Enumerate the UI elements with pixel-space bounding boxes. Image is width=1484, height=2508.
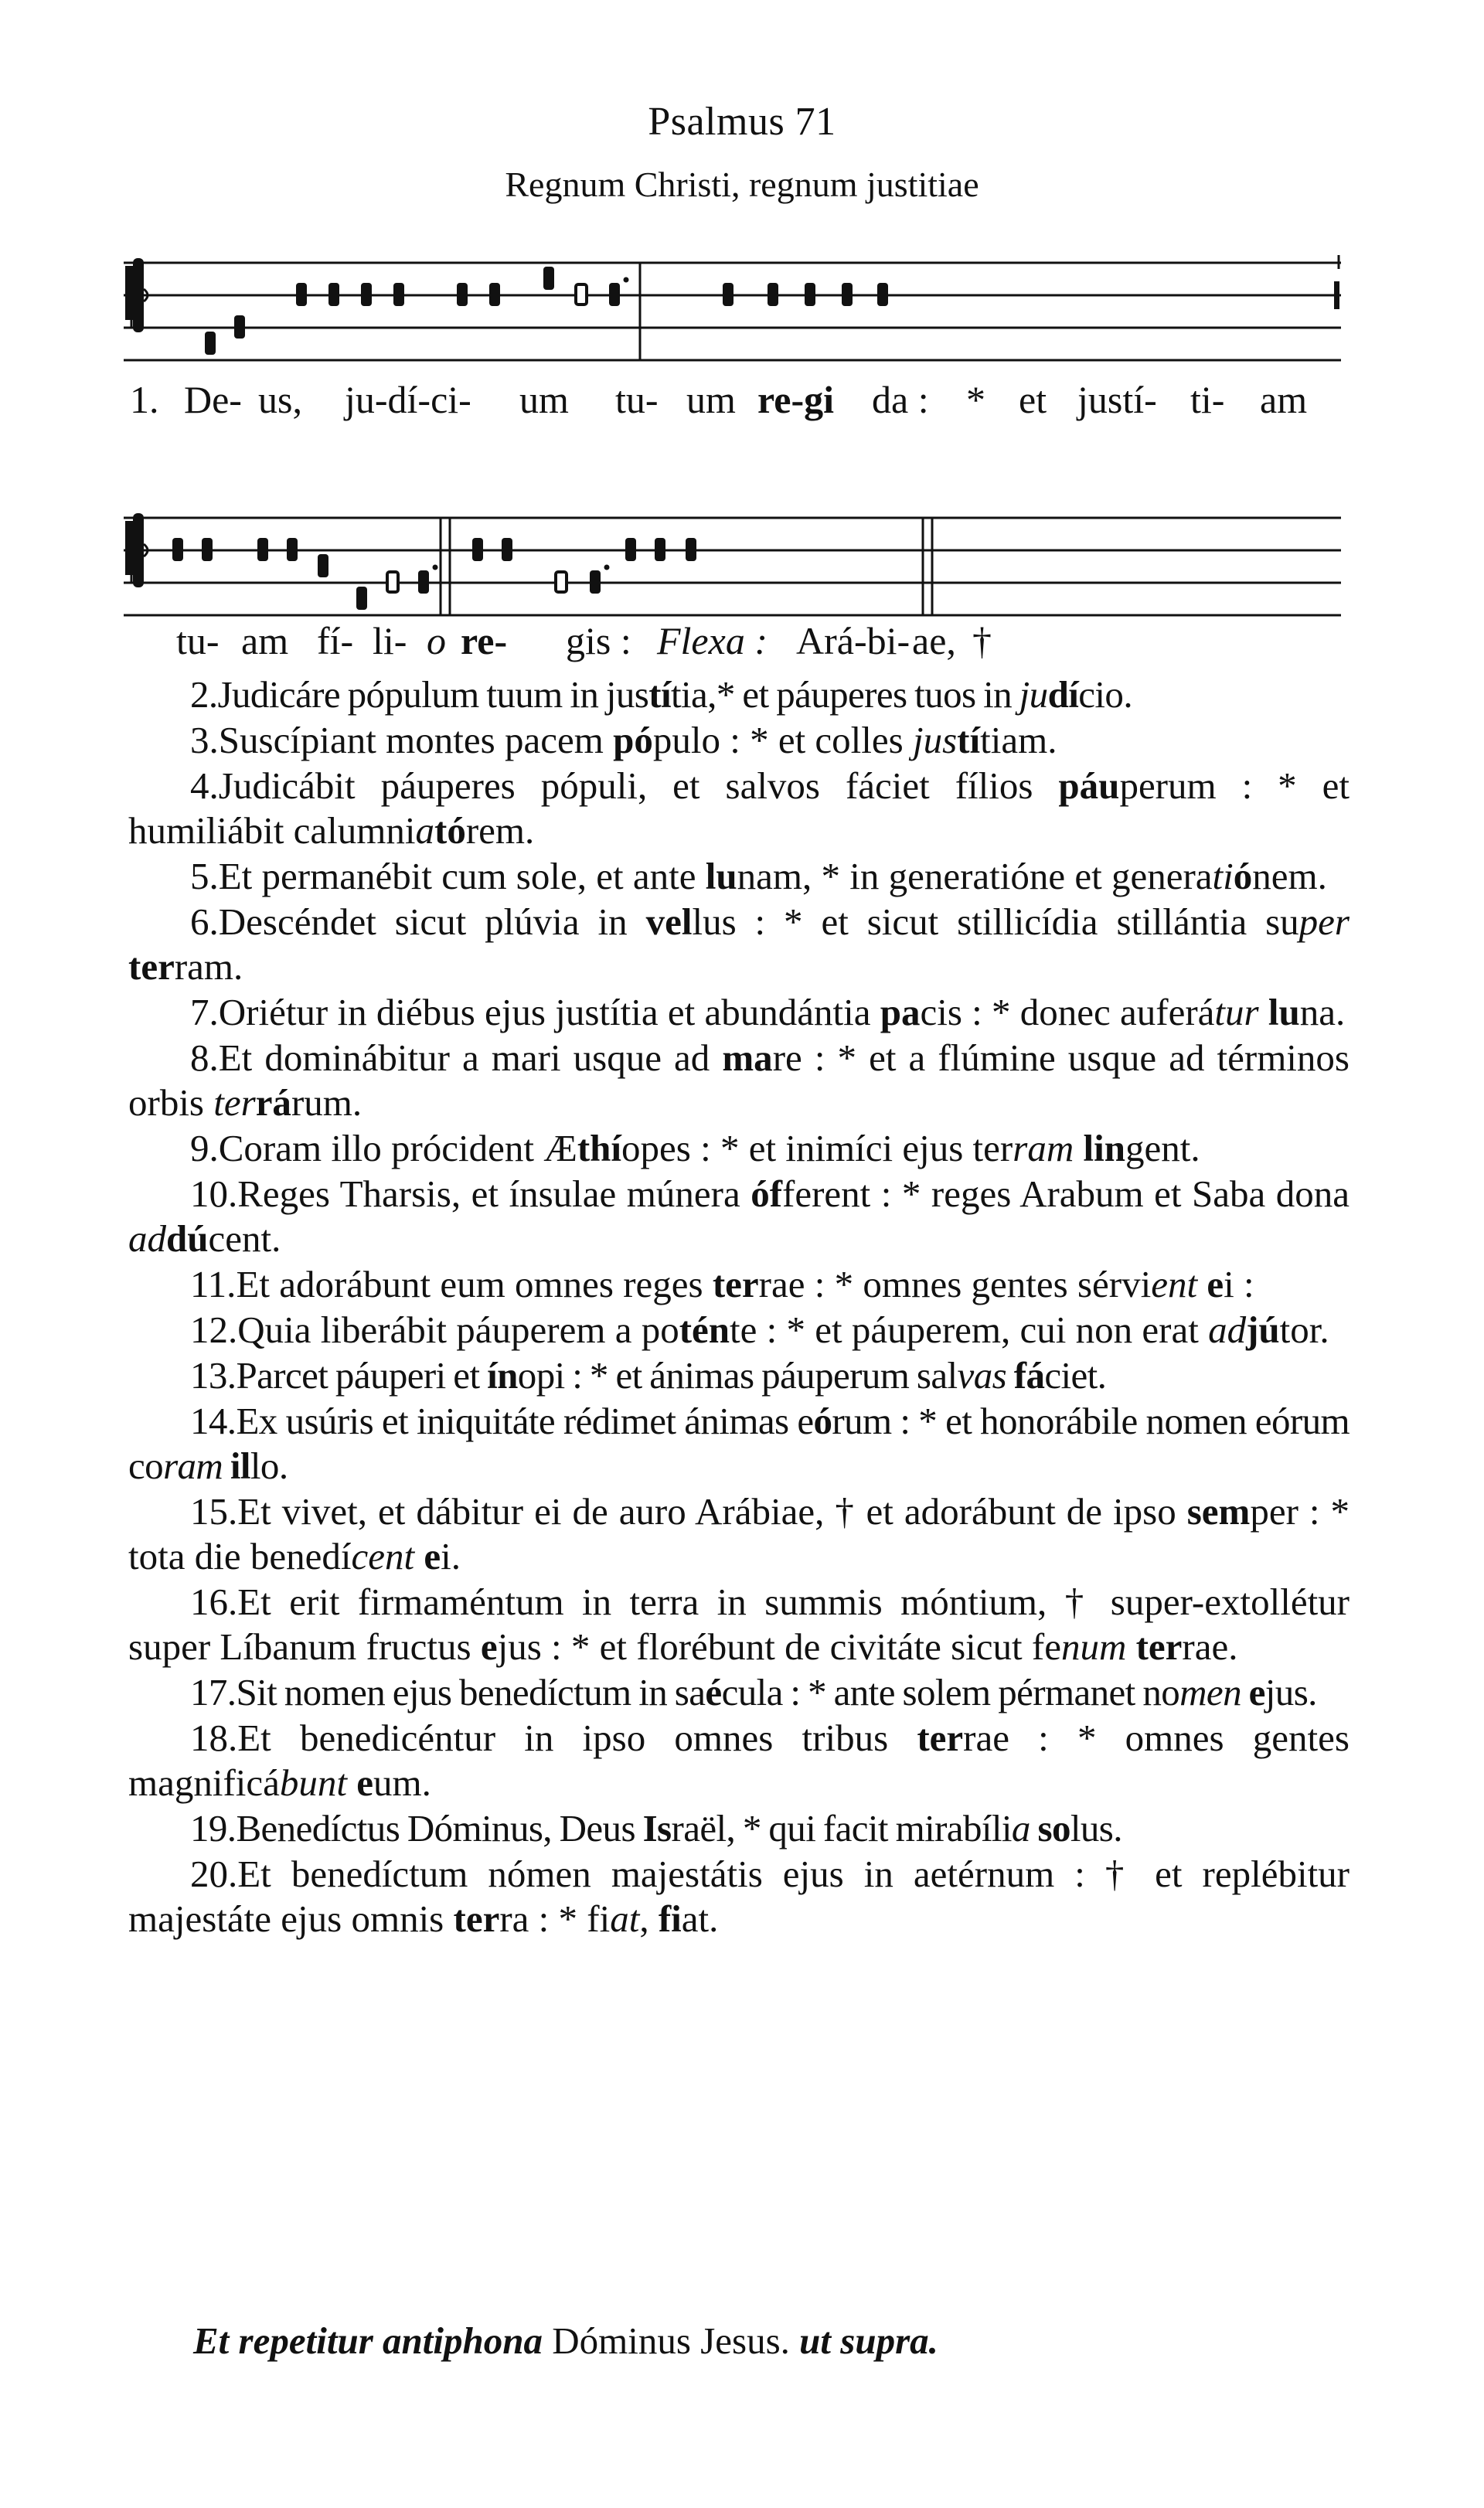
accent-syllable: e: [356, 1761, 374, 1804]
punctum-note: [502, 538, 512, 561]
verse-text: na.: [1299, 991, 1346, 1033]
verse-text: te : * et páuperem, cui non erat: [730, 1308, 1209, 1351]
lyric-syllable: um: [519, 378, 569, 421]
open-note: [556, 572, 567, 592]
lyric-syllable: tu-: [176, 619, 220, 662]
verse-text: nem.: [1252, 855, 1327, 897]
verse-text: opi : * et ánimas páuperum sal: [517, 1354, 958, 1397]
punctum-note: [202, 538, 213, 561]
verse-text: Et benedíctum nómen majestátis ejus in aetérnum : † et replébitur majestáte ejus omnis: [128, 1853, 1350, 1940]
verse-text: Suscípiant montes pacem: [218, 719, 614, 761]
accent-syllable: fi: [658, 1897, 682, 1940]
preparatory-syllable: men: [1179, 1671, 1241, 1713]
verse-number: 20.: [190, 1853, 238, 1895]
verse-text: jus : * et florébunt de civitáte sicut fe: [497, 1625, 1061, 1668]
accent-syllable: ó: [1233, 855, 1253, 897]
punctum-note: [328, 283, 339, 306]
verse-2: [128, 672, 1350, 717]
verse-text: Judicáre pópulum tuum in jus: [217, 673, 649, 716]
preparatory-syllable: ju: [1019, 673, 1048, 716]
psalm-subtitle: Regnum Christi, regnum justitiae: [505, 165, 979, 204]
verse-text: Oriétur in diébus ejus justítia et abundántia: [218, 991, 880, 1033]
accent-syllable: é: [705, 1671, 722, 1713]
accent-syllable: sem: [1186, 1490, 1251, 1533]
verse-17: [128, 1670, 1350, 1715]
accent-syllable: rá: [255, 1081, 291, 1124]
lyric-syllable: Flexa :: [657, 619, 768, 662]
verse-text: at.: [681, 1897, 719, 1940]
verse-number: 14.: [190, 1400, 237, 1442]
preparatory-syllable: cent: [351, 1535, 415, 1577]
verse-text: Quia liberábit páuperem a po: [237, 1308, 679, 1351]
verse-text: rum : * et honorábile nomen eórum co: [128, 1400, 1350, 1487]
verse-text: [1006, 1354, 1014, 1397]
lyric-syllable: re-: [461, 619, 508, 662]
verse-text: Et dominábitur a mari usque ad: [218, 1036, 723, 1079]
preparatory-syllable: at: [610, 1897, 640, 1940]
punctum-note: [472, 538, 483, 561]
lyric-syllable: *: [966, 378, 985, 421]
lyric-syllable: tu-: [615, 378, 659, 421]
preparatory-syllable: ter: [213, 1081, 256, 1124]
verse-text: um.: [373, 1761, 431, 1804]
verse-text: rum.: [291, 1081, 362, 1124]
accent-syllable: ín: [487, 1354, 518, 1397]
verse-text: tor.: [1279, 1308, 1329, 1351]
verse-text: Et adorábunt eum omnes reges: [236, 1263, 713, 1305]
verse-11: [128, 1262, 1350, 1307]
verse-text: Parcet páuperi et: [236, 1354, 488, 1397]
verse-number: 7.: [190, 991, 219, 1033]
psalm-title: Psalmus 71: [648, 100, 836, 144]
verse-text: rae : * omnes gentes magnificá: [128, 1717, 1350, 1804]
preparatory-syllable: tur: [1214, 991, 1259, 1033]
accent-syllable: ter: [917, 1717, 964, 1759]
verse-number: 19.: [190, 1807, 237, 1850]
preparatory-syllable: num: [1060, 1625, 1127, 1668]
lyric-syllable: De-: [184, 378, 242, 421]
verse-text: Ex usúris et iniquitáte rédimet ánimas e: [236, 1400, 814, 1442]
verse-text: tiam.: [980, 719, 1057, 761]
verse-text: rem.: [465, 809, 535, 852]
verse-text: Sit nomen ejus benedíctum in sa: [236, 1671, 706, 1713]
verse-text: [1074, 1127, 1083, 1169]
chant-staff-1: [124, 255, 1353, 379]
punctum-note: [543, 267, 554, 290]
punctum-note: [172, 538, 183, 561]
verse-number: 4.: [190, 764, 219, 807]
verse-text: cula : * ante solem pérmanet no: [721, 1671, 1180, 1713]
verse-text: Reges Tharsis, et ínsulae múnera: [237, 1172, 751, 1215]
lyric-syllable: justí-: [1077, 378, 1157, 421]
verse-number: 8.: [190, 1036, 219, 1079]
verse-text: [223, 1445, 230, 1487]
rubric-tail: ut supra.: [799, 2319, 938, 2362]
punctum-note: [609, 283, 620, 306]
punctum-note: [877, 283, 888, 306]
accent-syllable: e: [1248, 1671, 1265, 1713]
verse-text: re : * et a flúmine usque ad términos orbis: [128, 1036, 1350, 1124]
preparatory-syllable: ad: [1208, 1308, 1247, 1351]
accent-syllable: dí: [1047, 673, 1079, 716]
verse-text: gent.: [1125, 1127, 1200, 1169]
preparatory-syllable: jus: [912, 719, 958, 761]
lyric-syllable: gis :: [566, 619, 631, 662]
verse-text: raël, * qui facit mirabíli: [671, 1807, 1012, 1850]
verse-20: [128, 1852, 1350, 1941]
verse-number: 6.: [190, 900, 219, 943]
rubric-antiphon: Dóminus Jesus.: [552, 2319, 790, 2362]
punctum-note: [361, 283, 372, 306]
lyric-syllable: †: [972, 619, 992, 662]
verse-number: 12.: [190, 1308, 238, 1351]
verse-text: Et benedicéntur in ipso omnes tribus: [237, 1717, 917, 1759]
accent-syllable: fá: [1013, 1354, 1045, 1397]
verse-text: cent.: [208, 1217, 281, 1260]
lyric-syllable: am: [1260, 378, 1308, 421]
verse-number: 17.: [190, 1671, 237, 1713]
verse-text: cis : * donec auferá: [920, 991, 1215, 1033]
staff-2-svg: [124, 510, 1353, 634]
preparatory-syllable: a: [1011, 1807, 1030, 1850]
chant-lyrics-2: [0, 618, 1484, 665]
accent-syllable: tí: [957, 719, 981, 761]
verse-text: Descéndet sicut plúvia in: [218, 900, 646, 943]
accent-syllable: e: [480, 1625, 498, 1668]
preparatory-syllable: bunt: [279, 1761, 348, 1804]
verse-text: nam, * in generatióne et genera: [737, 855, 1213, 897]
verse-text: per : * tota die benedí: [128, 1490, 1350, 1577]
punctum-note: [768, 283, 778, 306]
verse-text: i :: [1224, 1263, 1254, 1305]
verse-text: lus.: [1070, 1807, 1122, 1850]
accent-syllable: ter: [128, 945, 175, 988]
verse-text: i.: [441, 1535, 461, 1577]
lyric-syllable: o: [427, 619, 446, 662]
punctum-note: [393, 283, 404, 306]
verse-text: ,: [639, 1897, 659, 1940]
chant-staff-2: [124, 510, 1353, 634]
verse-text: [1126, 1625, 1135, 1668]
verse-4: [128, 764, 1350, 853]
verse-text: [347, 1761, 356, 1804]
verse-text: Benedíctus Dóminus, Deus: [236, 1807, 643, 1850]
punctum-note: [257, 538, 268, 561]
verse-12: [128, 1308, 1350, 1353]
lyric-syllable: et: [1019, 378, 1047, 421]
lyric-syllable: da :: [872, 378, 929, 421]
verse-5: [128, 854, 1350, 899]
verse-number: 3.: [190, 719, 219, 761]
verse-10: [128, 1172, 1350, 1261]
preparatory-syllable: a: [415, 809, 435, 852]
punctum-note: [655, 538, 665, 561]
lyric-syllable: re-gi: [757, 378, 835, 421]
verse-text: ram.: [174, 945, 243, 988]
verse-text: rae : * omnes gentes sérvi: [758, 1263, 1152, 1305]
punctum-note: [287, 538, 298, 561]
accent-syllable: jú: [1246, 1308, 1280, 1351]
verse-14: [128, 1399, 1350, 1489]
accent-syllable: ter: [1135, 1625, 1183, 1668]
verse-8: [128, 1036, 1350, 1125]
mora-dot: [604, 565, 610, 570]
staff-1-svg: [124, 255, 1353, 379]
preparatory-syllable: ti: [1212, 855, 1234, 897]
verse-7: [128, 990, 1350, 1035]
verse-text: ra : * fi: [499, 1897, 611, 1940]
punctum-note: [805, 283, 815, 306]
preparatory-syllable: ent: [1151, 1263, 1198, 1305]
punctum-note: [356, 587, 367, 610]
verse-text: jus.: [1264, 1671, 1317, 1713]
accent-syllable: vel: [645, 900, 693, 943]
punctum-note: [205, 332, 216, 355]
verse-15: [128, 1489, 1350, 1579]
preparatory-syllable: ad: [128, 1217, 166, 1260]
verse-6: [128, 900, 1350, 989]
mora-dot: [624, 277, 629, 283]
punctum-note: [457, 283, 468, 306]
punctum-note: [418, 570, 429, 594]
preparatory-syllable: per: [1298, 900, 1350, 943]
accent-syllable: so: [1037, 1807, 1070, 1850]
verse-text: lus : * et sicut stillicídia stillántia su: [692, 900, 1299, 943]
lyric-syllable: ti-: [1190, 378, 1225, 421]
verse-text: tia,* et páuperes tuos in: [671, 673, 1019, 716]
accent-syllable: óf: [751, 1172, 783, 1215]
accent-syllable: tén: [679, 1308, 730, 1351]
punctum-note: [234, 315, 245, 339]
verse-16: [128, 1580, 1350, 1669]
verse-3: [128, 718, 1350, 763]
lyric-syllable: am: [241, 619, 289, 662]
verse-text: lo.: [250, 1445, 288, 1487]
verse-number: 16.: [190, 1581, 238, 1623]
verse-text: Coram illo prócident Æ: [218, 1127, 577, 1169]
accent-syllable: lu: [705, 855, 737, 897]
preparatory-syllable: ram: [1013, 1127, 1074, 1169]
verse-9: [128, 1126, 1350, 1171]
punctum-note: [590, 570, 601, 594]
verse-number: 13.: [190, 1354, 237, 1397]
rubric-lead: Et repetitur antiphona: [193, 2319, 543, 2362]
punctum-note: [625, 538, 636, 561]
accent-syllable: ter: [453, 1897, 500, 1940]
lyric-syllable: um: [686, 378, 736, 421]
verse-number: 9.: [190, 1127, 219, 1169]
verse-text: ciet.: [1044, 1354, 1107, 1397]
verse-text: [414, 1535, 424, 1577]
lyric-syllable: fí-: [317, 619, 354, 662]
punctum-note: [723, 283, 733, 306]
verse-text: pulo : * et colles: [652, 719, 913, 761]
punctum-note: [686, 538, 696, 561]
accent-syllable: pó: [613, 719, 653, 761]
accent-syllable: e: [424, 1535, 441, 1577]
verse-18: [128, 1716, 1350, 1805]
verse-19: [128, 1806, 1350, 1851]
open-note: [387, 572, 398, 592]
punctum-note: [489, 283, 500, 306]
accent-syllable: ma: [722, 1036, 773, 1079]
accent-syllable: thí: [577, 1127, 622, 1169]
lyric-syllable: ju-dí-ci-: [345, 378, 471, 421]
verse-text: perum : * et humiliábit calumni: [128, 764, 1350, 852]
accent-syllable: tí: [648, 673, 671, 716]
verse-number: 11.: [190, 1263, 237, 1305]
accent-syllable: páu: [1058, 764, 1120, 807]
double-bar-line: [923, 518, 932, 615]
lyric-syllable: Ará-bi-: [796, 619, 910, 662]
verse-13: [128, 1353, 1350, 1398]
verse-text: Et permanébit cum sole, et ante: [218, 855, 706, 897]
verse-number: 18.: [190, 1717, 238, 1759]
chant-lyrics-1: [0, 377, 1484, 424]
accent-syllable: e: [1207, 1263, 1224, 1305]
open-note: [576, 284, 587, 305]
accent-syllable: ó: [813, 1400, 832, 1442]
preparatory-syllable: vas: [957, 1354, 1007, 1397]
verse-text: rae.: [1182, 1625, 1238, 1668]
lyric-syllable: ae,: [912, 619, 956, 662]
verse-text: Et vivet, et dábitur ei de auro Arábiae, † et adorábunt de ipso: [237, 1490, 1187, 1533]
psalm-verses: [128, 672, 1350, 1942]
accent-syllable: lin: [1083, 1127, 1125, 1169]
accent-syllable: lu: [1268, 991, 1300, 1033]
preparatory-syllable: ram: [163, 1445, 223, 1487]
verse-text: ferent : * reges Arabum et Saba dona: [782, 1172, 1350, 1215]
verse-number: 10.: [190, 1172, 238, 1215]
lyric-syllable: li-: [373, 619, 407, 662]
verse-text: [1259, 991, 1268, 1033]
verse-number: 5.: [190, 855, 219, 897]
accent-syllable: tó: [434, 809, 466, 852]
verse-text: [1197, 1263, 1207, 1305]
accent-syllable: dú: [166, 1217, 209, 1260]
punctum-note: [296, 283, 307, 306]
accent-syllable: pa: [880, 991, 921, 1033]
closing-rubric: [193, 2319, 938, 2363]
accent-syllable: ter: [712, 1263, 759, 1305]
verse-number: 2.: [190, 673, 218, 716]
verse-text: cio.: [1078, 673, 1132, 716]
verse-text: opes : * et inimíci ejus ter: [621, 1127, 1013, 1169]
double-bar-line: [441, 518, 450, 615]
lyric-syllable: us,: [258, 378, 302, 421]
lyric-syllable: 1.: [130, 378, 159, 421]
verse-text: Et erit firmaméntum in terra in summis móntium, † super-extollétur super Líbanum fructus: [128, 1581, 1350, 1668]
accent-syllable: Is: [642, 1807, 672, 1850]
verse-text: [1241, 1671, 1249, 1713]
mora-dot: [433, 565, 438, 570]
verse-text: Judicábit páuperes pópuli, et salvos fáciet fílios: [218, 764, 1059, 807]
verse-number: 15.: [190, 1490, 238, 1533]
custos-mark: [1334, 281, 1339, 309]
punctum-note: [842, 283, 853, 306]
accent-syllable: il: [230, 1445, 250, 1487]
punctum-note: [318, 554, 328, 577]
